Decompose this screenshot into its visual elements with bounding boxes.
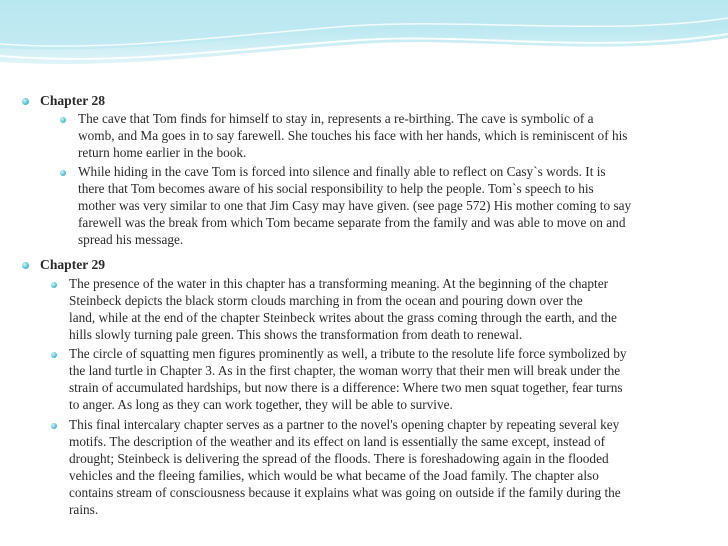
body-line: return home earlier in the book. bbox=[78, 145, 247, 160]
body-line: This final intercalary chapter serves as a partner to the novel's opening chapter by repeating several key bbox=[69, 417, 620, 432]
body-line: womb, and Ma goes in to say farewell. She touches his face with her hands, which is reminiscent of his bbox=[78, 128, 628, 143]
body-line: strain of accumulated hardships, but now there is a difference: Where two men squat together, fear turns bbox=[69, 380, 623, 395]
body-line: contains stream of consciousness because it explains what was going on outside if the family during the bbox=[69, 485, 621, 500]
body-line: drought; Steinbeck is delivering the spread of the floods. There is foreshadowing again in the flooded bbox=[69, 451, 609, 466]
bullet-icon bbox=[60, 117, 66, 123]
bullet-icon bbox=[60, 170, 66, 176]
body-line: hills slowly turning pale green. This shows the transformation from death to renewal. bbox=[69, 327, 523, 342]
body-line: to anger. As long as they can work together, they will be able to survive. bbox=[69, 397, 453, 412]
bullet-icon bbox=[22, 262, 29, 269]
section-heading: Chapter 28 bbox=[40, 93, 106, 108]
bullet-icon bbox=[22, 98, 29, 105]
body-line: While hiding in the cave Tom is forced into silence and finally able to reflect on Casy`s words. It is bbox=[78, 164, 606, 179]
body-line: land, while at the end of the chapter Steinbeck writes about the grass coming through the earth, and the bbox=[69, 310, 617, 325]
body-line: The cave that Tom finds for himself to stay in, represents a re-birthing. The cave is symbolic of a bbox=[78, 111, 594, 126]
body-line: motifs. The description of the weather and its effect on land is essentially the same except, instead of bbox=[69, 434, 606, 449]
body-line: there that Tom becomes aware of his social responsibility to help the people. Tom`s speech to his bbox=[78, 181, 594, 196]
body-line: farewell was the break from which Tom became separate from the family and was able to move on and bbox=[78, 215, 626, 230]
body-line: the land turtle in Chapter 3. As in the first chapter, the woman worry that their men will break under the bbox=[69, 363, 621, 378]
section-heading: Chapter 29 bbox=[40, 257, 106, 272]
decorative-wave-banner bbox=[0, 0, 728, 80]
body-line: rains. bbox=[69, 502, 99, 517]
bullet-icon bbox=[51, 423, 57, 429]
body-line: The presence of the water in this chapter has a transforming meaning. At the beginning of the chapter bbox=[69, 276, 609, 291]
body-line: spread his message. bbox=[78, 232, 184, 247]
bullet-icon bbox=[51, 352, 57, 358]
body-line: Steinbeck depicts the black storm clouds marching in from the ocean and pouring down over the bbox=[69, 293, 583, 308]
body-line: mother was very similar to one that Jim Casy may have given. (see page 572) His mother coming to say bbox=[78, 198, 632, 213]
body-line: The circle of squatting men figures prominently as well, a tribute to the resolute life force symbolized by bbox=[69, 346, 627, 361]
body-line: vehicles and the fleeing families, which would be what became of the Joad family. The chapter also bbox=[69, 468, 599, 483]
bullet-icon bbox=[51, 282, 57, 288]
